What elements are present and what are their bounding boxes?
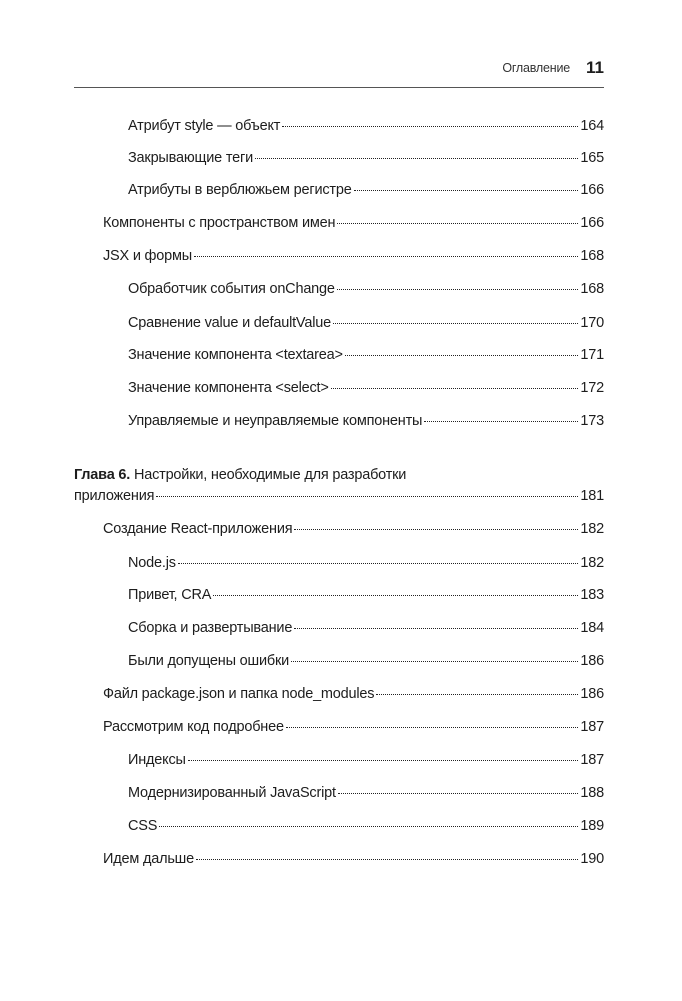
toc-entry-page: 187 — [580, 752, 604, 768]
toc-entry-page: 166 — [580, 215, 604, 231]
toc-entry-text: Закрывающие теги — [128, 150, 253, 166]
toc-entry-page: 186 — [580, 653, 604, 669]
toc-entry — [128, 817, 604, 835]
dot-leader — [337, 289, 579, 290]
toc-entry — [128, 379, 604, 397]
dot-leader — [178, 563, 579, 564]
toc-entry-text: Значение компонента <select> — [128, 380, 329, 396]
toc-entry-text: Атрибут style — объект — [128, 118, 281, 134]
dot-leader — [294, 529, 578, 530]
toc-entry — [128, 554, 604, 572]
toc-entry-page: 184 — [580, 620, 604, 636]
chapter-page: 181 — [580, 488, 604, 504]
toc-entry-page: 186 — [580, 686, 604, 702]
running-header — [74, 56, 604, 80]
toc-entry-text: Привет, CRA — [128, 587, 212, 603]
toc-entry — [103, 520, 604, 538]
toc-entry-text: CSS — [128, 818, 158, 834]
toc-entry-text: JSX и формы — [103, 248, 192, 264]
dot-leader — [159, 826, 578, 827]
dot-leader — [282, 126, 578, 127]
dot-leader — [333, 323, 578, 324]
toc-entry — [103, 214, 604, 232]
toc-entry-page: 183 — [580, 587, 604, 603]
toc-entry-page: 168 — [580, 248, 604, 264]
toc-entry-page: 182 — [580, 555, 604, 571]
toc-entry-text: Сравнение value и defaultValue — [128, 315, 331, 331]
toc-entry-page: 168 — [580, 281, 604, 297]
chapter-title-line1: Настройки, необходимые для разработки — [133, 467, 407, 483]
toc-entry-text: Сборка и развертывание — [128, 620, 293, 636]
toc-entry — [128, 181, 604, 199]
toc-entry-text: Модернизированный JavaScript — [128, 785, 336, 801]
toc-entry — [128, 280, 604, 298]
toc-entry-text: Создание React-приложения — [103, 521, 293, 537]
toc-entry-text: Значение компонента <textarea> — [128, 347, 343, 363]
toc-entry-page: 182 — [580, 521, 604, 537]
dot-leader — [188, 760, 579, 761]
toc-entry — [128, 346, 604, 364]
dot-leader — [331, 388, 579, 389]
dot-leader — [294, 628, 578, 629]
dot-leader — [345, 355, 579, 356]
toc-entry-text: Управляемые и неуправляемые компоненты — [128, 413, 423, 429]
toc-entry — [128, 751, 604, 769]
toc-entry — [103, 685, 604, 703]
toc-entry-text: Файл package.json и папка node_modules — [103, 686, 375, 702]
toc-entry-page: 187 — [580, 719, 604, 735]
toc-entry — [128, 586, 604, 604]
toc-entry — [128, 652, 604, 670]
dot-leader — [337, 223, 578, 224]
toc-entry-page: 173 — [580, 413, 604, 429]
toc-entry — [128, 619, 604, 637]
chapter-heading — [74, 466, 406, 484]
toc-entry-page: 165 — [580, 150, 604, 166]
toc-entry-text: Компоненты с пространством имен — [103, 215, 336, 231]
toc-entry-text: Обработчик события onChange — [128, 281, 335, 297]
dot-leader — [424, 421, 578, 422]
toc-entry — [128, 784, 604, 802]
toc-entry-page: 188 — [580, 785, 604, 801]
dot-leader — [338, 793, 579, 794]
toc-entry-text: Рассмотрим код подробнее — [103, 719, 284, 735]
toc-entry — [128, 412, 604, 430]
chapter-entry — [74, 487, 604, 505]
toc-entry — [103, 850, 604, 868]
toc-entry — [128, 314, 604, 332]
toc-entry-page: 170 — [580, 315, 604, 331]
dot-leader — [376, 694, 578, 695]
toc-entry-page: 172 — [580, 380, 604, 396]
toc-entry-text: Атрибуты в верблюжьем регистре — [128, 182, 352, 198]
toc-entry-page: 164 — [580, 118, 604, 134]
toc-entry-text: Индексы — [128, 752, 186, 768]
dot-leader — [291, 661, 578, 662]
dot-leader — [255, 158, 578, 159]
chapter-label: Глава 6. — [74, 467, 131, 483]
chapter-title-line2: приложения — [74, 488, 155, 504]
toc-entry-page: 166 — [580, 182, 604, 198]
dot-leader — [194, 256, 578, 257]
header-page-number: 11 — [586, 58, 604, 77]
toc-entry-page: 190 — [580, 851, 604, 867]
dot-leader — [213, 595, 578, 596]
toc-entry-page: 171 — [580, 347, 604, 363]
toc-entry — [128, 149, 604, 167]
header-rule — [74, 87, 604, 88]
dot-leader — [286, 727, 579, 728]
toc-entry — [103, 247, 604, 265]
toc-entry-page: 189 — [580, 818, 604, 834]
toc-entry-text: Node.js — [128, 555, 176, 571]
header-title: Оглавление — [502, 61, 571, 75]
dot-leader — [156, 496, 578, 497]
dot-leader — [354, 190, 579, 191]
toc-entry — [103, 718, 604, 736]
dot-leader — [196, 859, 578, 860]
toc-entry-text: Идем дальше — [103, 851, 194, 867]
toc-entry — [128, 117, 604, 135]
toc-entry-text: Были допущены ошибки — [128, 653, 289, 669]
